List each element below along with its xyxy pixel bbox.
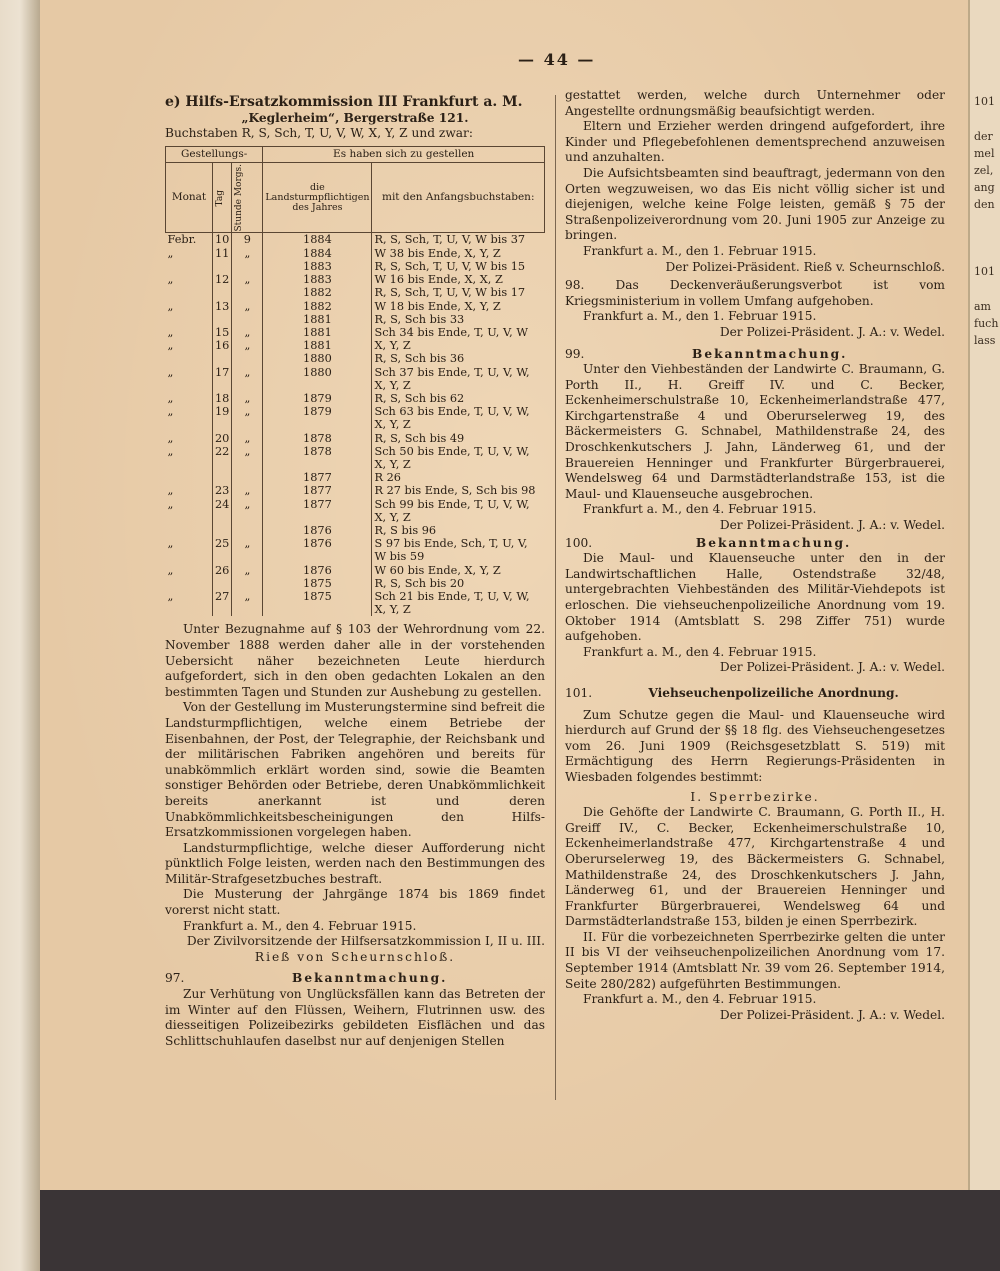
cell-letters: R, S, Sch bis 49 [372,432,545,445]
cell-month: „ [167,246,174,260]
right-column [565,88,945,1023]
edge-text: lass [974,334,996,347]
cell-day: 16 [213,339,232,352]
cell-month: „ [167,325,174,339]
cell-letters: S 97 bis Ende, Sch, T, U, V, W bis 59 [372,537,545,563]
cell-month: „ [167,589,174,603]
col-header-month: Monat [166,162,213,233]
signature: Der Polizei-Präsident. Rieß v. Scheurnschloß. [665,259,945,274]
cell-year: 1881 [263,313,372,326]
cell-day: 22 [213,445,232,471]
cell-year: 1879 [263,405,372,431]
cell-hour [232,577,263,590]
cell-hour: „ [232,537,263,563]
announcement-title: Bekanntmachung. [692,346,848,361]
cell-year: 1876 [263,524,372,537]
col-header-day: Tag [215,189,225,206]
cell-hour: 9 [232,233,263,247]
letters-line: Buchstaben R, S, Sch, T, U, V, W, X, Y, Z und zwar: [165,126,473,141]
edge-text: fuch [974,317,999,330]
cell-day: 15 [213,326,232,339]
cell-hour: „ [232,445,263,471]
col-header-year: die Landsturmpflichtigen des Jahres [263,162,372,233]
table-row [166,260,545,273]
table-row [166,339,545,352]
cell-day [213,471,232,484]
cell-hour: „ [232,366,263,392]
cell-letters: W 18 bis Ende, X, Y, Z [372,300,545,313]
left-column [165,95,545,1049]
cell-year: 1875 [263,577,372,590]
cell-month [166,352,213,365]
cell-year: 1880 [263,352,372,365]
cell-month: „ [167,444,174,458]
cell-month: „ [167,484,174,498]
cell-year: 1875 [263,590,372,616]
cell-year: 1877 [263,484,372,497]
cell-day: 23 [213,484,232,497]
cell-hour: „ [232,392,263,405]
cell-hour: „ [232,339,263,352]
paragraph: Landsturmpflichtige, welche dieser Aufforderung nicht pünktlich Folge leisten, werden nach den Bestimmungen des Militär-Strafgesetzbuches bestraft. [165,840,545,886]
cell-month: „ [167,431,174,445]
cell-letters: W 38 bis Ende, X, Y, Z [372,247,545,260]
date-line: Frankfurt a. M., den 1. Februar 1915. [583,243,817,258]
paragraph: Unter Bezugnahme auf § 103 der Wehrordnung vom 22. November 1888 werden daher alle in der vorstehenden Uebersicht näher bezeichneten Leute hierdurch aufgefordert, sich in den oben gedachten Lokalen an den bestimmten Tagen und Stunden zur Aushebung zu gestellen. [165,622,545,699]
cell-year: 1883 [263,273,372,286]
cell-day [213,286,232,299]
cell-hour: „ [232,273,263,286]
table-row [166,484,545,497]
date-line: Frankfurt a. M., den 4. Februar 1915. [183,918,417,933]
paragraph: Die Maul- und Klauenseuche unter den in der Landwirtschaftlichen Halle, Ostendstraße 32/48, untergebrachten Viehbeständen des Militär-Viehdepots ist erloschen. Die viehseuchenpolizeiliche Anordnung vom 19. Oktober 1914 (Amtsblatt S. 298 Ziffer 751) wurde aufgehoben. [565,551,945,644]
table-row [166,537,545,563]
table-group-header: Es haben sich zu gestellen [263,146,545,162]
cell-year: 1878 [263,445,372,471]
cell-letters: R, S, Sch bis 33 [372,313,545,326]
cell-letters: Sch 21 bis Ende, T, U, V, W, X, Y, Z [372,590,545,616]
cell-day [213,260,232,273]
cell-year: 1876 [263,537,372,563]
signature: Der Polizei-Präsident. J. A.: v. Wedel. [719,324,945,339]
date-line: Frankfurt a. M., den 1. Februar 1915. [583,309,817,324]
cell-month: „ [167,365,174,379]
announcement-number: 97. [165,971,185,986]
cell-hour: „ [232,432,263,445]
cell-day: 24 [213,498,232,524]
cell-year: 1881 [263,339,372,352]
table-row [166,326,545,339]
date-line: Frankfurt a. M., den 4. Februar 1915. [583,644,817,659]
cell-month: „ [167,299,174,313]
cell-day: 11 [213,247,232,260]
table-row [166,498,545,524]
paragraph: Unter den Viehbeständen der Landwirte C. Braumann, G. Porth II., H. Greiff IV. und C. Becker, Eckenheimerschulstraße 10, Eckenheimerlandstraße 477, Kirchgartenstraße 4 und Oberurselerweg 19, des Bäckermeisters G. Schnabel, Mathildenstraße 24, des Droschkenkutschers J. Jahn, Länderweg 61, und der Brauereien Henninger und Frankfurter Bürgerbrauerei, Wendelsweg 64 und Darmstädterlandstraße 153, ist die Maul- und Klauenseuche ausgebrochen. [565,362,945,501]
cell-day: 17 [213,366,232,392]
cell-hour: „ [232,405,263,431]
cell-hour [232,260,263,273]
cell-day: 13 [213,300,232,313]
cell-letters: R, S, Sch bis 62 [372,392,545,405]
signature-name: Rieß von Scheurnschloß. [254,949,456,964]
cell-hour: „ [232,564,263,577]
cell-day: 12 [213,273,232,286]
cell-year: 1884 [263,247,372,260]
cell-hour: „ [232,498,263,524]
col-header-hour: Stunde Morgs. [234,163,245,232]
signature: Der Zivilvorsitzende der Hilfsersatzkommission I, II u. III. [186,934,545,949]
cell-letters: R, S, Sch, T, U, V, W bis 15 [372,260,545,273]
edge-text: mel [974,147,995,160]
cell-year: 1884 [263,233,372,247]
col-header-letters: mit den Anfangsbuchstaben: [372,162,545,233]
cell-year: 1879 [263,392,372,405]
announcement-header [565,686,945,702]
paragraph: 98. Das Deckenveräußerungsverbot ist vom Kriegsministerium in vollem Umfang aufgehoben. [565,278,945,308]
cell-hour [232,524,263,537]
cell-letters: W 60 bis Ende, X, Y, Z [372,564,545,577]
table-row [166,564,545,577]
table-row [166,366,545,392]
cell-letters: Sch 63 bis Ende, T, U, V, W, X, Y, Z [372,405,545,431]
cell-year: 1882 [263,300,372,313]
cell-letters: W 16 bis Ende, X, X, Z [372,273,545,286]
edge-text: ang [974,181,995,194]
cell-day: 26 [213,564,232,577]
announcement-title: Viehseuchenpolizeiliche Anordnung. [648,685,899,700]
cell-hour [232,352,263,365]
signature: Der Polizei-Präsident. J. A.: v. Wedel. [719,1007,945,1022]
cell-letters: Sch 37 bis Ende, T, U, V, W, X, Y, Z [372,366,545,392]
table-row [166,286,545,299]
date-line: Frankfurt a. M., den 4. Februar 1915. [583,992,817,1007]
cell-letters: Sch 34 bis Ende, T, U, V, W [372,326,545,339]
announcement-title: Bekanntmachung. [695,535,852,550]
cell-day: 20 [213,432,232,445]
column-divider [555,95,556,1100]
paragraph: Die Musterung der Jahrgänge 1874 bis 1869 findet vorerst nicht statt. [165,887,545,918]
announcement-title: Bekanntmachung. [292,971,448,986]
table-row [166,392,545,405]
table-row [166,405,545,431]
cell-month: „ [167,391,174,405]
cell-day [213,524,232,537]
announcement-number: 100. [565,535,593,550]
cell-letters: R, S, Sch bis 36 [372,352,545,365]
table-row [166,471,545,484]
cell-letters: R 26 [372,471,545,484]
edge-text: zel, [974,164,994,177]
desk-background [40,1190,1000,1271]
cell-month [166,577,213,590]
cell-day [213,352,232,365]
edge-text: 101 [974,95,995,108]
table-row [166,432,545,445]
announcement-number: 99. [565,346,585,361]
cell-month [166,524,213,537]
cell-day: 25 [213,537,232,563]
cell-day: 10 [213,233,232,247]
edge-text: 101 [974,265,995,278]
cell-day: 27 [213,590,232,616]
paragraph: II. Für die vorbezeichneten Sperrbezirke gelten die unter II bis VI der veihseuchenpolizeilichen Anordnung vom 17. September 1914 (Amtsblatt Nr. 39 vom 26. September 1914, Seite 280/282) aufgeführten Bestimmungen. [565,929,945,991]
table-row [166,233,545,247]
cell-hour: „ [232,590,263,616]
table-row [166,445,545,471]
paragraph: Eltern und Erzieher werden dringend aufgefordert, ihre Kinder und Pflegebefohlenen dementsprechend anzuweisen und anzuhalten. [565,119,945,165]
cell-month: „ [167,563,174,577]
table-row [166,273,545,286]
cell-month [166,286,213,299]
announcement-number: 101. [565,685,593,700]
cell-month: „ [167,537,174,551]
cell-year: 1883 [263,260,372,273]
edge-text: am [974,300,991,313]
schedule-table [165,146,545,617]
cell-month [166,260,213,273]
cell-month: „ [167,497,174,511]
table-row [166,313,545,326]
signature: Der Polizei-Präsident. J. A.: v. Wedel. [719,518,945,533]
cell-hour: „ [232,300,263,313]
cell-hour [232,471,263,484]
signature: Der Polizei-Präsident. J. A.: v. Wedel. [719,660,945,675]
announcement-header [565,347,945,363]
table-row [166,247,545,260]
cell-day [213,577,232,590]
date-line: Frankfurt a. M., den 4. Februar 1915. [583,502,817,517]
cell-letters: R, S, Sch bis 20 [372,577,545,590]
cell-month: „ [167,273,174,287]
cell-letters: X, Y, Z [372,339,545,352]
edge-text: der [974,130,993,143]
page-number: — 44 — [518,50,596,69]
adjacent-page-edge [968,0,1000,1190]
cell-month: „ [167,339,174,353]
paragraph: Die Gehöfte der Landwirte C. Braumann, G. Porth II., H. Greiff IV., C. Becker, Eckenheimerschulstraße 10, Eckenheimerlandstraße 477, Kirchgartenstraße 4 und Oberurselerweg 19, des Bäckermeisters G. Schnabel, Mathildenstraße 24, des Droschkenkutschers J. Jahn, Länderweg 61, und der Brauereien Henninger und Frankfurter Bürgerbrauerei, Wendelsweg 64 und Darmstädterlandstraße 153, bilden je einen Sperrbezirk. [565,805,945,929]
cell-letters: R, S, Sch, T, U, V, W bis 37 [372,233,545,247]
cell-day [213,313,232,326]
book-binding [0,0,40,1271]
cell-letters: R 27 bis Ende, S, Sch bis 98 [372,484,545,497]
cell-letters: Sch 99 bis Ende, T, U, V, W, X, Y, Z [372,498,545,524]
cell-year: 1877 [263,498,372,524]
cell-hour: „ [232,326,263,339]
cell-day: 18 [213,392,232,405]
cell-year: 1877 [263,471,372,484]
cell-letters: Sch 50 bis Ende, T, U, V, W, X, Y, Z [372,445,545,471]
table-row [166,577,545,590]
cell-hour [232,286,263,299]
cell-year: 1882 [263,286,372,299]
cell-letters: R, S, Sch, T, U, V, W bis 17 [372,286,545,299]
announcement-header [165,971,545,987]
cell-hour [232,313,263,326]
paragraph: gestattet werden, welche durch Unternehmer oder Angestellte ordnungsmäßig beaufsichtigt werden. [565,88,945,118]
cell-year: 1878 [263,432,372,445]
cell-month: Febr. [167,233,197,247]
paragraph: Zur Verhütung von Unglücksfällen kann das Betreten der im Winter auf den Flüssen, Weihern, Flutrinnen usw. des diesseitigen Polizeibezirks gebildeten Eisflächen und das Schlittschuhlaufen daselbst nur auf denjenigen Stellen [165,987,545,1048]
cell-hour: „ [232,484,263,497]
paragraph: Von der Gestellung im Musterungstermine sind befreit die Landsturmpflichtigen, welche einem Betriebe der Eisenbahnen, der Post, der Telegraphie, der Reichsbank und der militärischen Fabriken angehören und bereits für unabkömmlich erklärt worden sind, sowie die Beamten sonstiger Behörden oder Betriebe, deren Unabkömmlichkeit bereits anerkannt ist und deren Unabkömmlichkeitsbescheinigungen den Hilfs-Ersatzkommissionen vorgelegen haben. [165,700,545,840]
cell-year: 1876 [263,564,372,577]
table-row [166,300,545,313]
paragraph: Die Aufsichtsbeamten sind beauftragt, jedermann von den Orten wegzuweisen, wo das Eis nicht völlig sicher ist und diejenigen, welche keine Folge leisten, gemäß § 75 der Straßenpolizeiverordnung vom 20. Juni 1905 zur Anzeige zu bringen. [565,165,945,243]
table-row [166,524,545,537]
cell-month [166,471,213,484]
edge-text: den [974,198,995,211]
cell-month: „ [167,405,174,419]
announcement-header [565,536,945,552]
section-title: e) Hilfs-Ersatzkommission III Frankfurt a. M. [165,94,523,110]
table-group-header: Gestellungs- [166,146,263,162]
table-row [166,590,545,616]
cell-year: 1881 [263,326,372,339]
cell-day: 19 [213,405,232,431]
cell-year: 1880 [263,366,372,392]
paragraph: Zum Schutze gegen die Maul- und Klauenseuche wird hierdurch auf Grund der §§ 18 flg. des Viehseuchengesetzes vom 26. Juni 1909 (Reichsgesetzblatt S. 519) mit Ermächtigung des Herrn Regierungs-Präsidenten in Wiesbaden folgendes bestimmt: [565,707,945,784]
table-row [166,352,545,365]
cell-hour: „ [232,247,263,260]
cell-month [166,313,213,326]
section-subtitle: „Keglerheim“, Bergerstraße 121. [241,110,469,125]
cell-letters: R, S bis 96 [372,524,545,537]
subsection-heading: I. Sperrbezirke. [690,789,820,804]
